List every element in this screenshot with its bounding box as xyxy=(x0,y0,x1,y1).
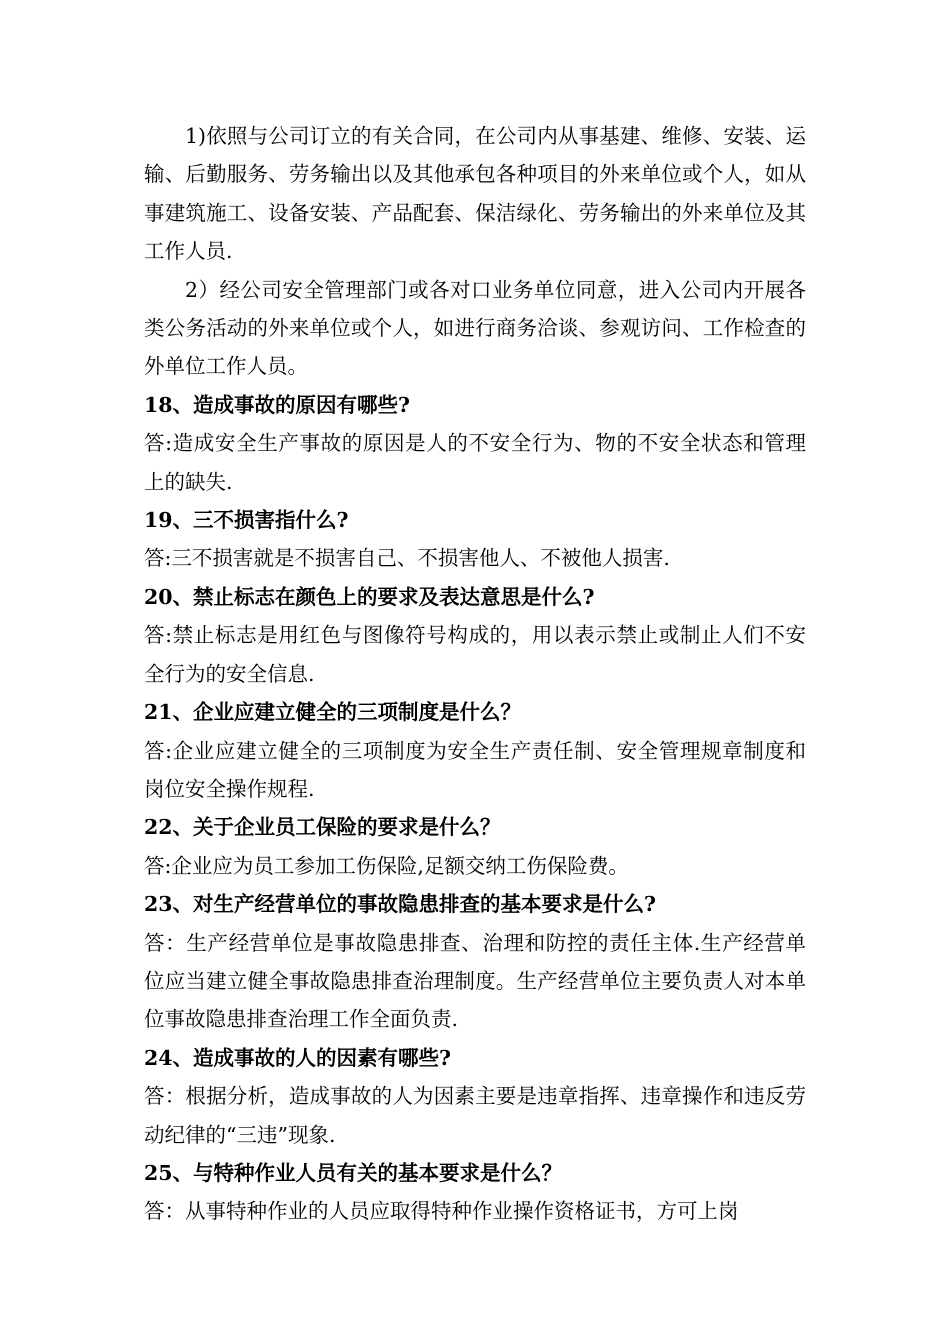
answer-25: 答：从事特种作业的人员应取得特种作业操作资格证书，方可上岗 xyxy=(144,1199,739,1224)
question-21: 21、企业应建立健全的三项制度是什么？ xyxy=(144,700,522,725)
question-18: 18、造成事故的原因有哪些? xyxy=(144,392,411,417)
question-25: 25、与特种作业人员有关的基本要求是什么？ xyxy=(144,1160,563,1185)
question-19: 19、三不损害指什么? xyxy=(144,508,349,533)
answer-21: 答:企业应建立健全的三项制度为安全生产责任制、安全管理规章制度和岗位安全操作规程. xyxy=(144,738,806,801)
question-23: 23、对生产经营单位的事故隐患排查的基本要求是什么? xyxy=(144,892,657,917)
document-page xyxy=(144,117,806,1231)
question-20: 20、禁止标志在颜色上的要求及表达意思是什么? xyxy=(144,584,595,609)
answer-23: 答：生产经营单位是事故隐患排查、治理和防控的责任主体.生产经营单位应当建立健全事故隐患排查治理制度。生产经营单位主要负责人对本单位事故隐患排查治理工作全面负责. xyxy=(144,930,806,1032)
question-24: 24、造成事故的人的因素有哪些? xyxy=(144,1045,452,1070)
question-22: 22、关于企业员工保险的要求是什么？ xyxy=(144,815,501,840)
answer-18: 答:造成安全生产事故的原因是人的不安全行为、物的不安全状态和管理上的缺失. xyxy=(144,431,806,494)
paragraph-1: 1)依照与公司订立的有关合同，在公司内从事基建、维修、安装、运输、后勤服务、劳务输出以及其他承包各种项目的外来单位或个人，如从事建筑施工、设备安装、产品配套、保洁绿化、劳务输出的外来单位及其工作人员. xyxy=(144,124,806,264)
paragraph-2: 2）经公司安全管理部门或各对口业务单位同意，进入公司内开展各类公务活动的外来单位或个人，如进行商务洽谈、参观访问、工作检查的外单位工作人员。 xyxy=(144,277,806,379)
answer-19: 答:三不损害就是不损害自己、不损害他人、不被他人损害. xyxy=(144,546,670,571)
answer-24: 答：根据分析，造成事故的人为因素主要是违章指挥、违章操作和违反劳动纪律的“三违”现象. xyxy=(144,1084,806,1147)
answer-22: 答:企业应为员工参加工伤保险,足额交纳工伤保险费。 xyxy=(144,853,629,878)
answer-20: 答:禁止标志是用红色与图像符号构成的，用以表示禁止或制止人们不安全行为的安全信息. xyxy=(144,623,806,686)
